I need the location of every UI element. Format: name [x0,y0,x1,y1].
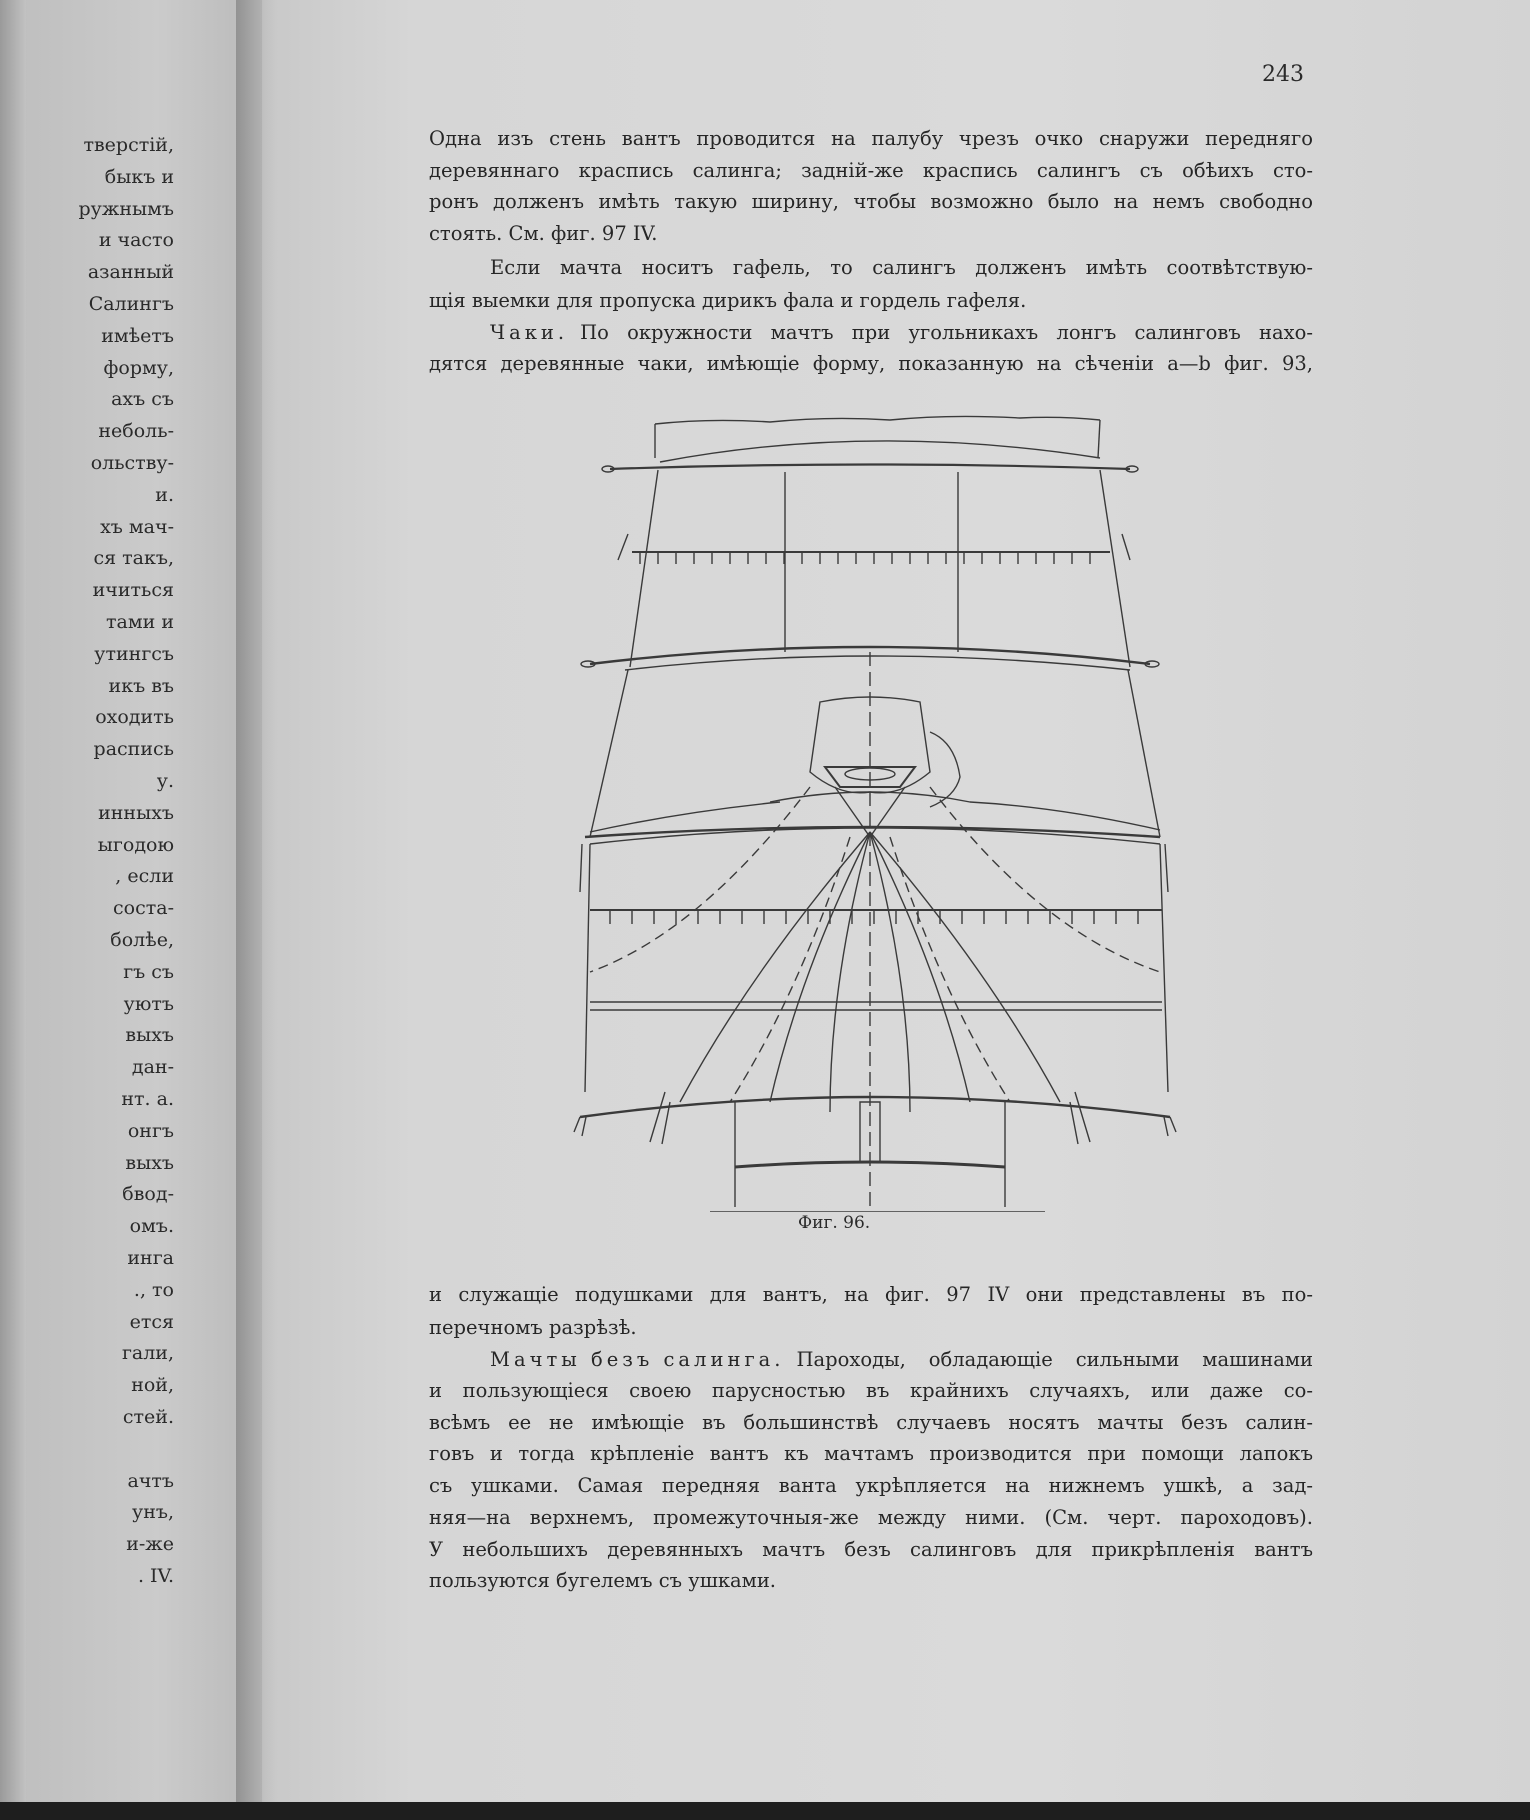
left-page-fragment: и. [155,483,174,506]
left-page-fragment: тами и [106,611,174,633]
text-line: пользуются бугелемъ съ ушками. [429,1569,777,1592]
left-page-fragment: омъ. [129,1215,174,1238]
left-page-fragment: . IV. [137,1565,174,1587]
text-line-with-heading [490,321,1313,345]
left-page-fragment: и-же [126,1533,174,1556]
left-page-fragment: ся такъ, [93,547,174,570]
left-page-fragment: и часто [98,229,174,252]
left-page-fragment: неболь- [98,420,174,443]
figure-caption: Фиг. 96. [798,1213,871,1233]
left-page-fragment: дан- [131,1056,174,1079]
text-line: перечномъ разрѣзѣ. [429,1316,637,1339]
text-line: дятся деревянные чаки, имѣющіе форму, показанную на сѣченіи a—b фиг. 93, [429,352,1313,375]
left-page-fragment: утингсъ [94,642,174,665]
left-page-fragment: Салингъ [88,293,174,315]
left-page-fragment: бвод- [122,1183,174,1206]
page-number: 243 [1262,62,1304,87]
section-heading-masts: Мачты безъ салинга. [490,1348,785,1371]
left-page-fragment: выхъ [125,1024,174,1047]
left-page-fragment: у. [156,770,174,792]
left-page-fragment: онгъ [127,1119,174,1142]
left-page-fragment: гъ съ [123,960,174,983]
text-line: Пароходы, обладающіе сильными машинами [796,1348,1313,1371]
text-line: говъ и тогда крѣпленіе вантъ къ мачтамъ производится при помощи лапокъ [429,1442,1313,1465]
left-page-fragment: унъ, [132,1501,174,1524]
text-line: деревяннаго краспись салинга; задній-же краспись салингъ съ обѣихъ сто- [429,159,1313,182]
left-page-fragment: нт. a. [121,1088,174,1110]
text-line: По окружности мачтъ при угольникахъ лонгъ салинговъ нахо- [580,321,1313,344]
text-line: всѣмъ ее не имѣющіе въ большинствѣ случаевъ носятъ мачты безъ салин- [429,1411,1313,1434]
left-page-fragment: инга [127,1247,174,1269]
text-line: стоять. См. фиг. 97 IV. [429,222,658,245]
left-page-fragment: икъ въ [108,674,174,697]
scan-bottom-edge [0,1802,1530,1820]
left-page-fragment: ачтъ [127,1469,174,1492]
left-page-fragment: выхъ [125,1151,174,1174]
left-page-fragment: ., то [133,1278,174,1301]
figure-96-sail-drawing [570,412,1180,1212]
left-page-fragment: тверстій, [83,134,174,156]
left-page-fragment: ахъ съ [111,388,174,411]
text-line: и служащіе подушками для вантъ, на фиг. 97 IV они представлены въ по- [429,1283,1313,1306]
left-page-fragment: болѣе, [110,929,174,951]
left-page-fragment: форму, [103,356,174,379]
left-page-fragment: имѣетъ [101,324,174,347]
text-line: съ ушками. Самая передняя ванта укрѣпляется на нижнемъ ушкѣ, а зад- [429,1474,1313,1497]
text-line: няя—на верхнемъ, промежуточныя-же между ними. (См. черт. пароходовъ). [429,1506,1313,1529]
left-page-fragment: ыгодою [97,833,174,856]
left-page-fragment: ружнымъ [78,197,174,220]
left-page-fragment: ной, [131,1374,174,1397]
text-line: Если мачта носитъ гафель, то салингъ долженъ имѣть соотвѣтствую- [490,256,1313,279]
text-line: ронъ долженъ имѣть такую ширину, чтобы возможно было на немъ свободно [429,190,1313,213]
left-page-fragment: стей. [122,1406,174,1428]
left-page-fragment: ольству- [90,452,174,474]
left-page-fragment: ичиться [92,579,174,602]
book-gutter [236,0,276,1820]
left-page [0,0,262,1820]
section-heading-chaki: Чаки. [490,321,569,344]
left-page-fragment: , если [115,865,174,888]
royal-yard [610,465,1130,470]
left-page-fragment: быкъ и [104,165,174,188]
left-page-fragment: уютъ [123,992,174,1015]
text-line-with-heading [490,1348,1313,1372]
text-line: У небольшихъ деревянныхъ мачтъ безъ салинговъ для прикрѣпленія вантъ [429,1538,1313,1561]
left-page-fragment: хъ мач- [100,515,174,538]
left-page-fragment: азанный [87,261,174,284]
left-page-fragment: гали, [121,1342,174,1365]
text-line: и пользующіеся своею парусностью въ крайнихъ случаяхъ, или даже со- [429,1379,1313,1402]
left-page-fragment: распись [93,738,174,761]
text-line: Одна изъ стень вантъ проводится на палубу чрезъ очко снаружи передняго [429,127,1313,150]
figure-top-edge [655,416,1100,424]
left-page-fragment: соста- [113,897,174,920]
left-page-fragment: оходить [95,706,174,729]
text-line: щія выемки для пропуска дирикъ фала и гордель гафеля. [429,289,1027,312]
left-page-fragment: инныхъ [98,801,174,824]
left-page-fragment: ется [129,1310,174,1333]
